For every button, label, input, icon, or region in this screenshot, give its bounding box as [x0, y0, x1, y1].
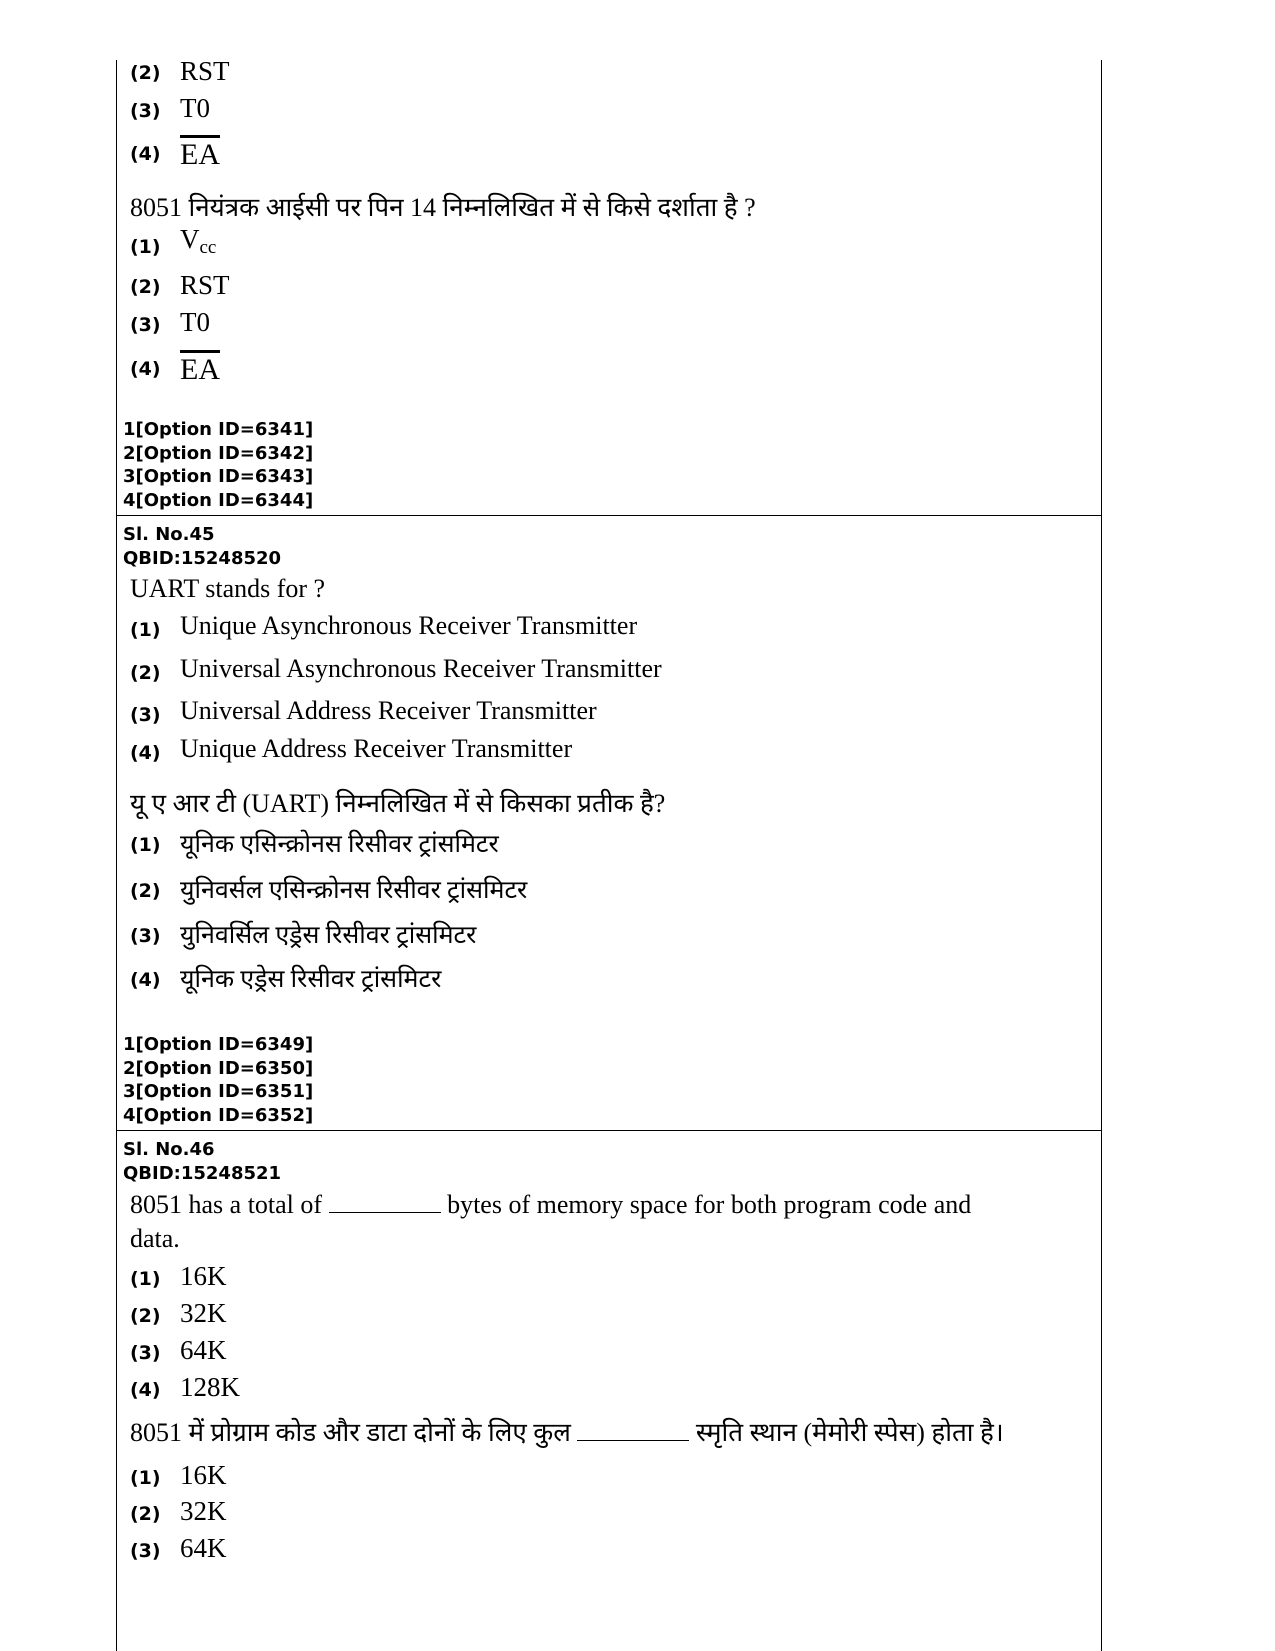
- option-number: (2): [130, 662, 161, 684]
- option-text: 64K: [180, 1335, 227, 1365]
- option-text: युनिवर्सल एसिन्क्रोनस रिसीवर ट्रांसमिटर: [180, 877, 528, 904]
- option-id: 1[Option ID=6349]: [123, 1034, 314, 1055]
- option-text: 16K: [180, 1261, 227, 1291]
- option-text: T0: [180, 307, 210, 337]
- serial-number: Sl. No.46: [123, 1139, 215, 1160]
- option-id-list: [123, 1033, 313, 1127]
- option-number: (3): [130, 704, 161, 726]
- qbid: QBID:15248520: [123, 547, 282, 569]
- option-text: 16K: [180, 1460, 227, 1490]
- option-id: 4[Option ID=6344]: [123, 489, 314, 511]
- option-text: 32K: [180, 1298, 227, 1328]
- fill-blank: [329, 1192, 441, 1213]
- question-divider: [116, 1130, 1102, 1131]
- option-id: 3[Option ID=6343]: [123, 466, 314, 487]
- option-number: (2): [130, 880, 161, 902]
- question-text-english: UART stands for ?: [130, 574, 326, 603]
- option-number: (1): [130, 1268, 161, 1290]
- option-text: Unique Address Receiver Transmitter: [180, 734, 573, 763]
- option-number: (4): [130, 742, 161, 764]
- option-number: (4): [130, 143, 161, 165]
- option-number: (1): [130, 834, 161, 856]
- option-id: 4[Option ID=6352]: [123, 1104, 314, 1126]
- option-text: 32K: [180, 1496, 227, 1526]
- question-divider: [116, 515, 1102, 516]
- option-text: Universal Address Receiver Transmitter: [180, 696, 597, 725]
- serial-number: Sl. No.45: [123, 524, 215, 545]
- option-number: (3): [130, 1342, 161, 1364]
- option-number: (1): [130, 1467, 161, 1489]
- option-text: Unique Asynchronous Receiver Transmitter: [180, 611, 638, 640]
- option-number: (3): [130, 925, 161, 947]
- option-id-list: [123, 418, 313, 512]
- question-text-hindi: 8051 नियंत्रक आईसी पर पिन 14 निम्नलिखित में से किसे दर्शाता है ?: [130, 193, 756, 222]
- option-id: 2[Option ID=6350]: [123, 1057, 314, 1079]
- option-text-overline: $\overline{EA}$: [180, 353, 220, 386]
- option-number: (2): [130, 62, 161, 84]
- option-number: (1): [130, 619, 161, 641]
- option-number: (1): [130, 236, 161, 258]
- option-text: यूनिक एसिन्क्रोनस रिसीवर ट्रांसमिटर: [180, 831, 499, 858]
- fill-blank: [577, 1420, 689, 1441]
- option-id: 3[Option ID=6351]: [123, 1081, 314, 1102]
- option-text: युनिवर्सिल एड्रेस रिसीवर ट्रांसमिटर: [180, 922, 477, 949]
- option-text: यूनिक एड्रेस रिसीवर ट्रांसमिटर: [180, 966, 442, 993]
- option-text: Universal Asynchronous Receiver Transmitter: [180, 654, 662, 683]
- option-text: RST: [180, 56, 230, 86]
- option-text: T0: [180, 93, 210, 123]
- option-text: $V_{cc}$: [180, 224, 217, 258]
- option-text: 64K: [180, 1533, 227, 1563]
- option-id: 1[Option ID=6341]: [123, 419, 314, 440]
- question-header: [123, 523, 281, 570]
- option-text: 128K: [180, 1372, 240, 1402]
- question-header: [123, 1138, 281, 1185]
- option-number: (4): [130, 969, 161, 991]
- question-text-hindi: यू ए आर टी (UART) निम्नलिखित में से किसका प्रतीक है?: [130, 789, 666, 818]
- option-id: 2[Option ID=6342]: [123, 442, 314, 464]
- option-number: (4): [130, 1379, 161, 1401]
- qbid: QBID:15248521: [123, 1162, 282, 1184]
- question-text-english: 8051 has a total of bytes of memory space for both program code and: [130, 1190, 972, 1219]
- option-number: (4): [130, 358, 161, 380]
- option-text: RST: [180, 270, 230, 300]
- option-number: (2): [130, 276, 161, 298]
- option-number: (2): [130, 1305, 161, 1327]
- option-number: (3): [130, 100, 161, 122]
- question-text-english-continued: data.: [130, 1224, 180, 1253]
- option-number: (2): [130, 1503, 161, 1525]
- question-text-hindi: 8051 में प्रोग्राम कोड और डाटा दोनों के लिए कुल स्मृति स्थान (मेमोरी स्पेस) होता है।: [130, 1418, 1004, 1447]
- option-text-overline: $\overline{EA}$: [180, 138, 220, 171]
- option-number: (3): [130, 1540, 161, 1562]
- option-number: (3): [130, 314, 161, 336]
